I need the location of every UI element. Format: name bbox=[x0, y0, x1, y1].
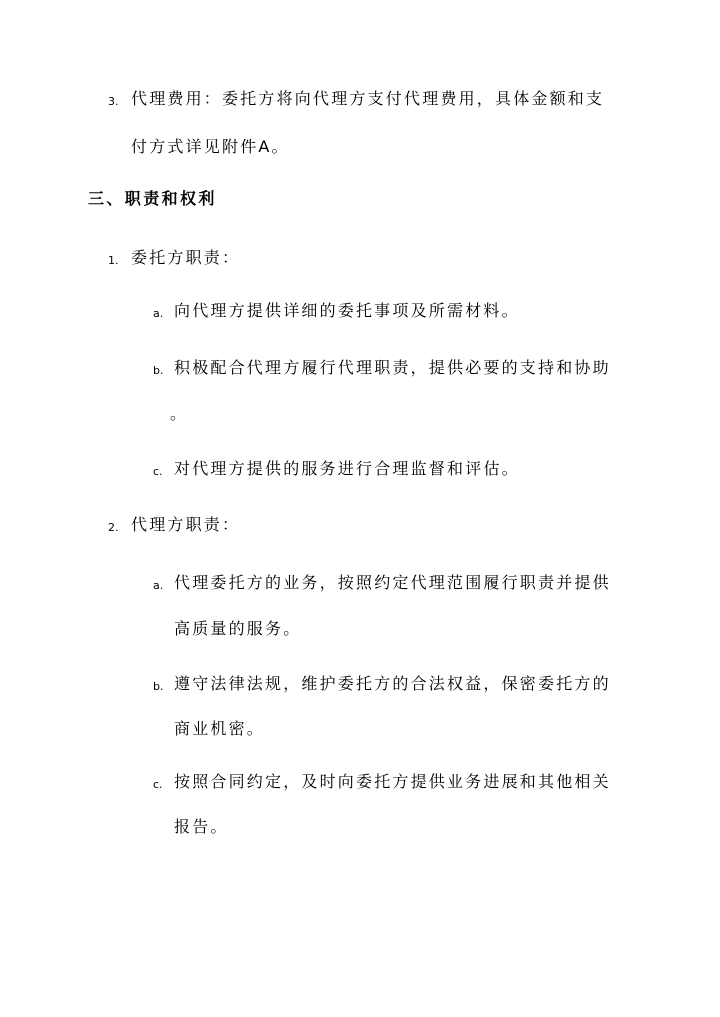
agent-duty-b-line-2: 商业机密。 bbox=[174, 719, 266, 738]
agent-duty-c-marker: c. bbox=[153, 778, 163, 791]
agent-duties-marker: 2. bbox=[108, 521, 119, 534]
principal-duties-marker: 1. bbox=[108, 254, 119, 267]
principal-duty-a-text: 向代理方提供详细的委托事项及所需材料。 bbox=[174, 301, 520, 320]
principal-duties-title: 委托方职责： bbox=[131, 248, 241, 267]
principal-duty-b-marker: b. bbox=[153, 364, 164, 377]
agent-duty-b-marker: b. bbox=[153, 680, 164, 693]
agent-duty-a-line-2: 高质量的服务。 bbox=[174, 619, 302, 638]
item-3-marker: 3. bbox=[108, 95, 119, 108]
agent-duties-title: 代理方职责： bbox=[131, 515, 241, 534]
item-3-line-2: 付方式详见附件A。 bbox=[131, 137, 290, 156]
principal-duty-c-marker: c. bbox=[153, 465, 163, 478]
section-3-heading: 三、职责和权利 bbox=[88, 189, 217, 208]
item-3-line-1: 代理费用：委托方将向代理方支付代理费用，具体金额和支 bbox=[131, 89, 605, 108]
principal-duty-c-text: 对代理方提供的服务进行合理监督和评估。 bbox=[174, 459, 520, 478]
agent-duty-a-line-1: 代理委托方的业务，按照约定代理范围履行职责并提供 bbox=[174, 573, 611, 592]
principal-duty-a-marker: a. bbox=[153, 307, 164, 320]
principal-duty-b-line-2: 。 bbox=[170, 404, 189, 423]
principal-duty-b-line-1: 积极配合代理方履行代理职责，提供必要的支持和协助 bbox=[174, 358, 611, 377]
agent-duty-c-line-2: 报告。 bbox=[174, 817, 229, 836]
agent-duty-a-marker: a. bbox=[153, 579, 164, 592]
agent-duty-b-line-1: 遵守法律法规，维护委托方的合法权益，保密委托方的 bbox=[174, 674, 611, 693]
agent-duty-c-line-1: 按照合同约定，及时向委托方提供业务进展和其他相关 bbox=[174, 772, 611, 791]
